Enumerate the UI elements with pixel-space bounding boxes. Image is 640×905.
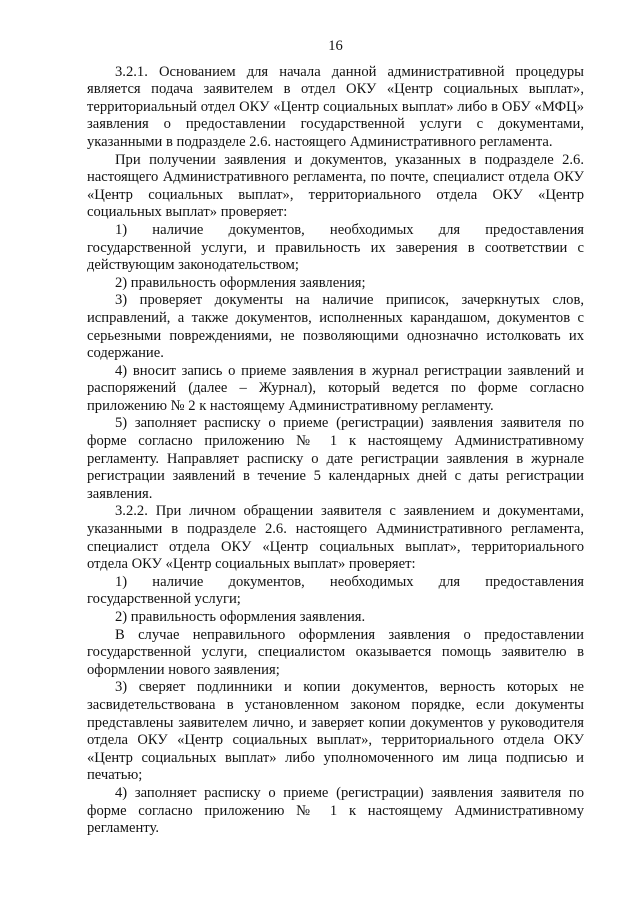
document-body [87,64,584,838]
list-item-3: 3) проверяет документы на наличие приписок, зачеркнутых слов, исправлений, а также документов, исполненных карандашом, документов с серьезными повреждениями, не позволяющими однозначно истолковать их содержание. [87,292,584,362]
list-item-1-personal: 1) наличие документов, необходимых для предоставления государственной услуги; [87,573,584,608]
page-number: 16 [328,38,343,54]
list-item-5: 5) заполняет расписку о приеме (регистрации) заявления заявителя по форме согласно приложению № 1 к настоящему Административному регламенту. Направляет расписку о дате регистрации заявления в журнале регистрации заявлений в течение 5 календарных дней с даты регистрации заявления. [87,415,584,502]
paragraph-3-2-2: 3.2.2. При личном обращении заявителя с заявлением и документами, указанными в подразделе 2.6. настоящего Административного регламента, специалист отдела ОКУ «Центр социальных выплат», территориального отдела ОКУ «Центр социальных выплат» проверяет: [87,503,584,573]
paragraph-incorrect-form: В случае неправильного оформления заявления о предоставлении государственной услуги, специалистом оказывается помощь заявителю в оформлении нового заявления; [87,626,584,678]
list-item-4-personal: 4) заполняет расписку о приеме (регистрации) заявления заявителя по форме согласно приложению № 1 к настоящему Административному регламенту. [87,784,584,837]
paragraph-3-2-1: 3.2.1. Основанием для начала данной административной процедуры является подача заявителем в отдел ОКУ «Центр социальных выплат», территориальный отдел ОКУ «Центр социальных выплат» либо в ОБУ «МФЦ» заявления о предоставлении государственной услуги с документами, указанными в подразделе 2.6. настоящего Административного регламента. [87,63,584,150]
list-item-4: 4) вносит запись о приеме заявления в журнал регистрации заявлений и распоряжений (далее – Журнал), который ведется по форме согласно приложению № 2 к настоящему Административному регламенту. [87,362,584,414]
list-item-2-personal: 2) правильность оформления заявления. [115,609,366,625]
list-item-2: 2) правильность оформления заявления; [115,274,366,291]
paragraph-mail-check: При получении заявления и документов, указанных в подразделе 2.6. настоящего Административного регламента, по почте, специалист отдела ОКУ «Центр социальных выплат», территориального отдела ОКУ «Центр социальных выплат» проверяет: [87,151,584,221]
list-item-1: 1) наличие документов, необходимых для предоставления государственной услуги, и правильность их заверения в соответствии с действующим законодательством; [87,221,584,274]
list-item-3-personal: 3) сверяет подлинники и копии документов, верность которых не засвидетельствована в установленном законом порядке, если документы представлены заявителем лично, и заверяет копии документов у руководителя отдела ОКУ «Центр социальных выплат», территориального отдела ОКУ «Центр социальных выплат» либо уполномоченного им лица подписью и печатью; [87,679,584,784]
